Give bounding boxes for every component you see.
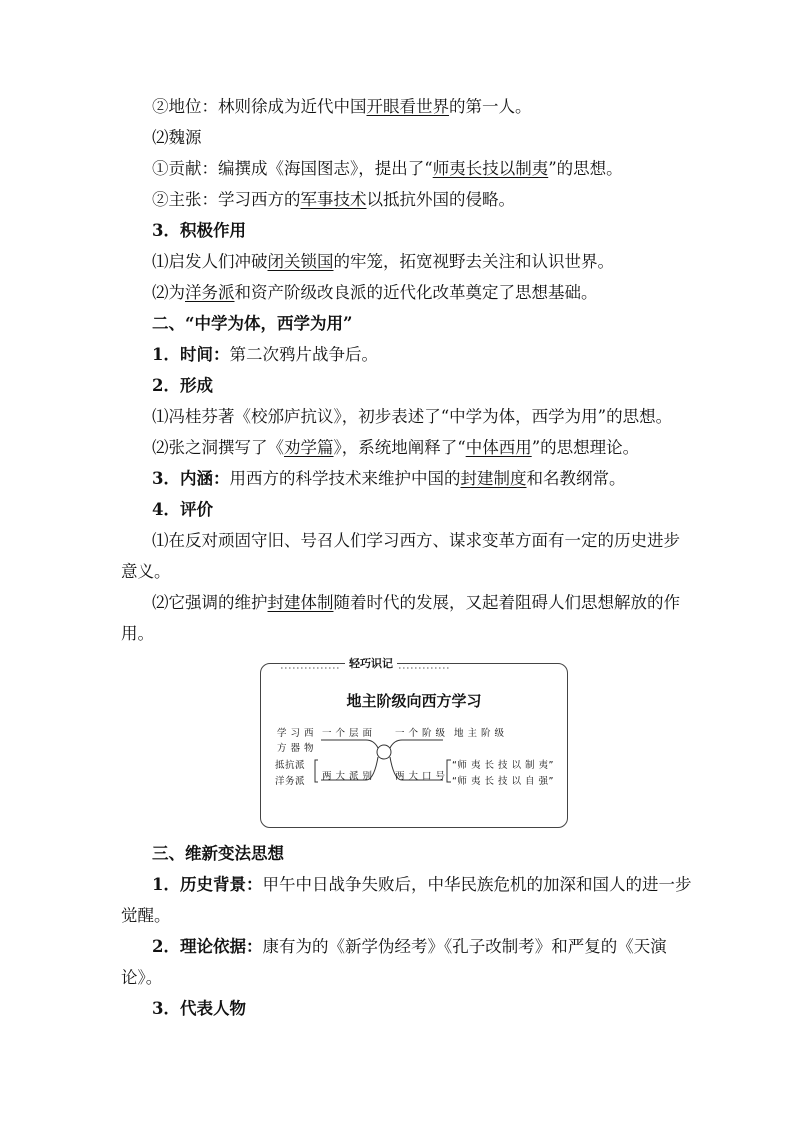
box-title: 地主阶级向西方学习	[346, 692, 482, 710]
memory-box	[260, 657, 568, 828]
line-theory-b: 论》。	[121, 968, 163, 987]
label: 1．历史背景：	[152, 875, 263, 894]
text: ⑵为	[152, 283, 185, 302]
box-tag-label: 轻巧识记	[345, 655, 397, 671]
left-bottom-1: 抵抗派	[275, 760, 306, 771]
text: 用西方的科学技术来维护中国的	[229, 469, 461, 488]
line-time	[152, 344, 378, 366]
lower-left-branch: 两 大 派 别	[322, 771, 373, 782]
text: 和名教纲常。	[526, 469, 626, 488]
line-wei-yuan-proposal	[152, 189, 515, 211]
text: ”的思想理论。	[531, 438, 640, 457]
left-bottom-2: 洋务派	[275, 776, 306, 787]
upper-left-branch: 一 个 层 面	[322, 728, 373, 739]
heading-evaluation: 4．评价	[152, 500, 213, 519]
line-connotation	[152, 468, 625, 490]
label: 1．时间：	[152, 345, 230, 364]
text: ②地位：林则徐成为近代中国	[152, 97, 367, 116]
key-term: 军事技术	[300, 190, 367, 209]
slogan-2: “师 夷 长 技 以 自 强”	[452, 776, 554, 787]
line-evaluation-2a	[152, 592, 680, 614]
text: ②主张：学习西方的	[152, 190, 301, 209]
key-term: 师夷长技以制夷	[432, 159, 549, 178]
text: ”的思想。	[548, 159, 623, 178]
left-top-1: 学 习 西	[277, 728, 315, 739]
line-wei-yuan-contribution	[152, 158, 623, 180]
key-term: 封建制度	[460, 469, 527, 488]
text: 的牢笼，拓宽视野去关注和认识世界。	[333, 252, 614, 271]
heading-representatives: 3．代表人物	[152, 999, 246, 1018]
line-formation-1: ⑴冯桂芬著《校邠庐抗议》，初步表述了“中学为体，西学为用”的思想。	[152, 407, 673, 426]
text: 随着时代的发展，又起着阻碍人们思想解放的作	[333, 593, 680, 612]
text: ⑴启发人们冲破	[152, 252, 268, 271]
text: 第二次鸦片战争后。	[229, 345, 378, 364]
key-term: 中体西用	[465, 438, 532, 457]
key-term: 闭关锁国	[267, 252, 334, 271]
label: 3．内涵：	[152, 469, 230, 488]
text: ①贡献：编撰成《海国图志》，提出了“	[152, 159, 433, 178]
line-evaluation-2b: 用。	[121, 624, 154, 643]
heading-formation: 2．形成	[152, 376, 213, 395]
text: ⑵它强调的维护	[152, 593, 268, 612]
text: 康有为的《新学伪经考》《孔子改制考》和严复的《天演	[262, 937, 667, 956]
left-top-2: 方 器 物	[277, 743, 315, 754]
label: 2．理论依据：	[152, 937, 263, 956]
line-theory-a	[152, 936, 667, 958]
subheading-wei-yuan: ⑵魏源	[152, 128, 202, 147]
key-term: 封建体制	[267, 593, 334, 612]
line-evaluation-1a: ⑴在反对顽固守旧、号召人们学习西方、谋求变革方面有一定的历史进步	[152, 531, 680, 550]
slogan-1: “师 夷 长 技 以 制 夷”	[452, 760, 554, 771]
text: 的第一人。	[449, 97, 532, 116]
line-effect-1	[152, 251, 614, 273]
upper-mid-branch: 一 个 阶 级	[395, 728, 446, 739]
lower-mid-branch: 两 大 口 号	[395, 771, 446, 782]
text: ⑵张之洞撰写了《	[152, 438, 284, 457]
text: 甲午中日战争失败后，中华民族危机的加深和国人的进一步	[262, 875, 692, 894]
key-term: 开眼看世界	[366, 97, 449, 116]
line-effect-2	[152, 282, 598, 304]
text: 》，系统地阐释了“	[333, 438, 466, 457]
heading-positive-effect: 3．积极作用	[152, 221, 246, 240]
line-background-b: 觉醒。	[121, 906, 171, 925]
section-heading-3: 三、维新变法思想	[152, 844, 284, 863]
line-evaluation-1b: 意义。	[121, 562, 171, 581]
section-heading-2: 二、“中学为体，西学为用”	[152, 314, 353, 333]
text: 以抵抗外国的侵略。	[366, 190, 515, 209]
text: 和资产阶级改良派的近代化改革奠定了思想基础。	[234, 283, 598, 302]
line-formation-2	[152, 437, 639, 459]
line-lin-zexu-status	[152, 96, 532, 118]
line-background-a	[152, 874, 691, 896]
key-term: 洋务派	[185, 283, 235, 302]
upper-right-branch: 地 主 阶 级	[454, 728, 505, 739]
key-term: 劝学篇	[284, 438, 334, 457]
